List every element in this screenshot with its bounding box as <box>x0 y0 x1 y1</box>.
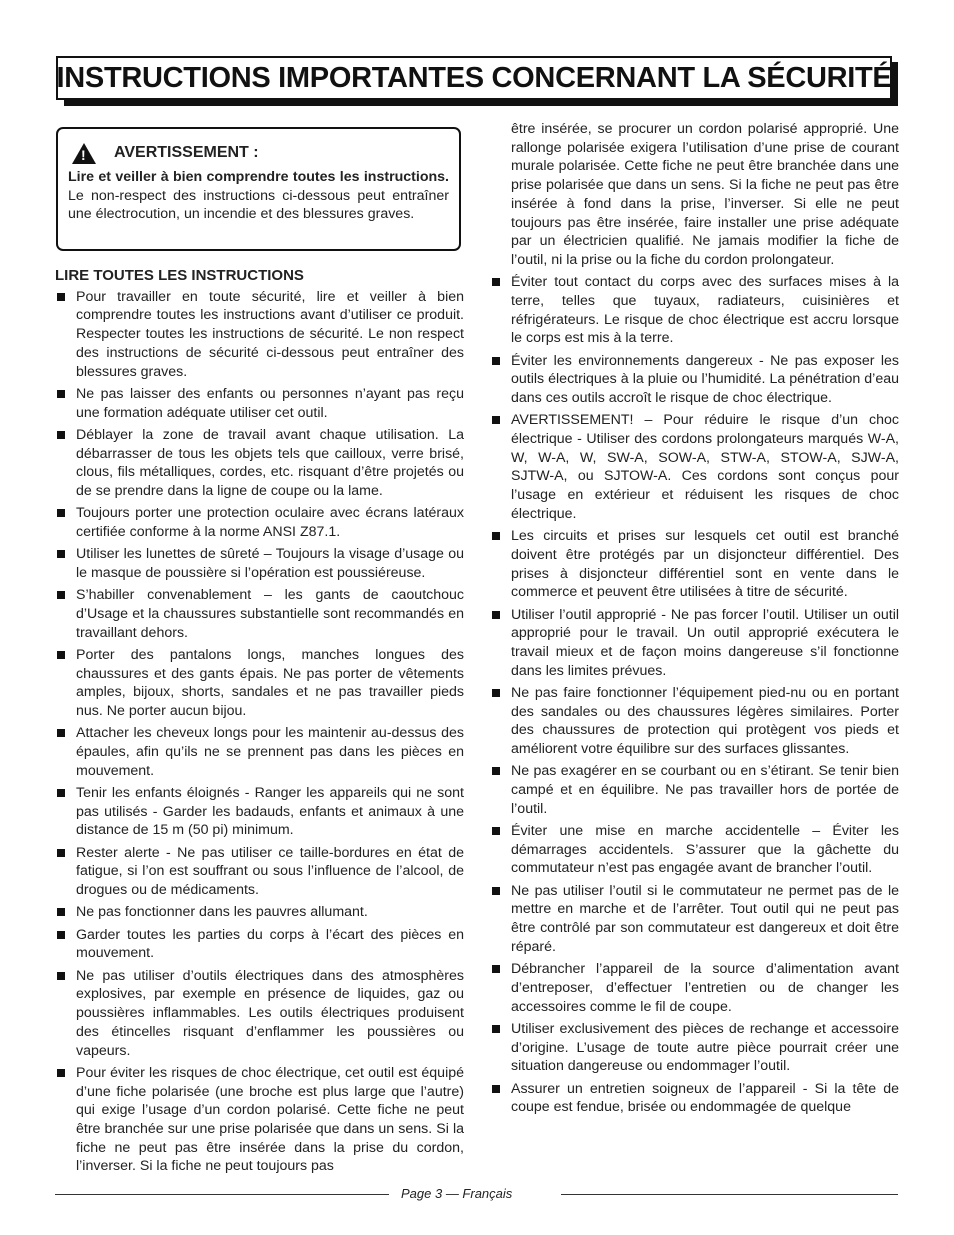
section-title: LIRE TOUTES LES INSTRUCTIONS <box>55 267 304 284</box>
list-item: Attacher les cheveux longs pour les maintenir au-dessus des épaules, afin qu’ils ne se prennent pas dans les pièces en mouvement. <box>55 724 464 780</box>
page-title: INSTRUCTIONS IMPORTANTES CONCERNANT LA SÉCURITÉ <box>56 61 892 94</box>
list-item: Ne pas laisser des enfants ou personnes n’ayant pas reçu une formation adéquate utiliser cet outil. <box>55 385 464 422</box>
warning-heading: AVERTISSEMENT : <box>114 144 259 162</box>
list-item: Débrancher l’appareil de la source d’alimentation avant d’entreposer, d’effectuer l’entretien ou de changer les accessoires comme le fil de coupe. <box>490 960 899 1016</box>
continuation-text: être insérée, se procurer un cordon polarisé approprié. Une rallonge polarisée exigera l’utilisation d’une prise de courant murale polarisée. Cette fiche ne peut être branchée dans une prise polarisée que dans un sens. Si la fiche ne peut pas être insérée à fond dans la prise, l’inverser. Si elle ne peut toujours pas être insérée, faire installer une prise adéquate par un électricien qualifié. Ne jamais modifier la fiche de l’outil, ni la prise ou la fiche du cordon prolongateur. <box>511 121 899 268</box>
list-item: Ne pas utiliser d’outils électriques dans des atmosphères explosives, par exemple en présence de liquides, gaz ou poussières inflammables. Les outils électriques produisent des étincelles risquant d’enflammer les poussières ou vapeurs. <box>55 967 464 1061</box>
list-item: Tenir les enfants éloignés - Ranger les appareils qui ne sont pas utilisés - Garder les badauds, enfants et animaux à une distance de 15 m (50 pi) minimum. <box>55 784 464 840</box>
list-item: Déblayer la zone de travail avant chaque utilisation. La débarrasser de tous les objets tels que cailloux, verre brisé, clous, fils métalliques, cordes, etc. risquant d’être projetés ou de se prendre dans la ligne de coupe ou la lame. <box>55 426 464 501</box>
list-item: Porter des pantalons longs, manches longues des chaussures et des gants épais. Ne pas porter de vêtements amples, bijoux, shorts, sandales et ne pas travailler pieds nus. Ne porter aucun bijou. <box>55 646 464 721</box>
warning-header <box>68 143 449 164</box>
list-item: Pour travailler en toute sécurité, lire et veiller à bien comprendre toutes les instructions avant d’utiliser ce produit. Respecter toutes les instructions de sécurité. Le non respect des instructions de sécurité ci-dessous peut entraîner des blessures graves. <box>55 288 464 382</box>
left-bullet-list <box>55 288 464 1176</box>
list-item: Ne pas fonctionner dans les pauvres allumant. <box>55 903 464 922</box>
list-item: Ne pas utiliser l’outil si le commutateur ne permet pas de le mettre en marche et de l’arrêter. Tout outil qui ne peut pas être contrôlé par son commutateur est dangereux et doit être réparé. <box>490 882 899 957</box>
footer-text: Page 3 — Français <box>401 1186 513 1201</box>
page-footer <box>55 1186 898 1202</box>
warning-body-text: Le non-respect des instructions ci-dessous peut entraîner une électrocution, un incendie et des blessures graves. <box>68 187 449 223</box>
title-box <box>56 56 892 100</box>
warning-box <box>56 127 461 251</box>
title-banner <box>56 56 892 100</box>
warning-triangle-icon <box>72 143 96 164</box>
list-item: Éviter les environnements dangereux - Ne pas exposer les outils électriques à la pluie ou l’humidité. La pénétration d’eau dans ces outils accroît le risque de choc électrique. <box>490 352 899 408</box>
list-item: Utiliser l’outil approprié - Ne pas forcer l’outil. Utiliser un outil approprié pour le travail. Un outil approprié exécutera le travail mieux et de façon moins dangereuse s’il fonctionne dans les limites prévues. <box>490 606 899 681</box>
warning-bold-text: Lire et veiller à bien comprendre toutes les instructions. <box>68 169 449 185</box>
list-item: Garder toutes les parties du corps à l’écart des pièces en mouvement. <box>55 926 464 963</box>
list-item: Utiliser les lunettes de sûreté – Toujours la visage d’usage ou le masque de poussière si l’opération est poussiéreuse. <box>55 545 464 582</box>
list-item: Ne pas faire fonctionner l’équipement pied-nu ou en portant des sandales ou des chaussures légères similaires. Porter des chaussures de protection qui protègent vos pieds et améliorent votre équilibre sur des surfaces glissantes. <box>490 684 899 759</box>
footer-rule-right <box>561 1194 898 1195</box>
left-column <box>55 120 464 1180</box>
list-item: Éviter tout contact du corps avec des surfaces mises à la terre, telles que tuyaux, radiateurs, cuisinières et réfrigérateurs. Le risque de choc électrique est accru lorsque le corps est mis à la terre. <box>490 273 899 348</box>
list-item: Toujours porter une protection oculaire avec écrans latéraux certifiée conforme à la norme ANSI Z87.1. <box>55 504 464 541</box>
right-bullet-list <box>490 273 899 1117</box>
warning-text <box>68 168 449 224</box>
list-item: Pour éviter les risques de choc électrique, cet outil est équipé d’une fiche polarisée (une broche est plus large que l’autre) qui exige l’usage d’un cordon polarisé. Cette fiche ne peut être branchée sur une prise polarisée que dans un sens. Si la fiche ne peut pas être insérée dans la prise du cordon, l’inverser. Si la fiche ne peut toujours pas <box>55 1064 464 1176</box>
list-item: AVERTISSEMENT! – Pour réduire le risque d’un choc électrique - Utiliser des cordons prolongateurs marqués W-A, W, W-A, W, SW-A, SOW-A, STW-A, STOW-A, SJW-A, SJTW-A, ou SJTOW-A. Ces cordons sont conçus pour l’usage en extérieur et réduisent les risques de choc électrique. <box>490 411 899 523</box>
list-item: Utiliser exclusivement des pièces de rechange et accessoire d’origine. L’usage de toute autre pièce pourrait créer une situation dangereuse ou endommager l’outil. <box>490 1020 899 1076</box>
list-item: Ne pas exagérer en se courbant ou en s’étirant. Se tenir bien campé et en équilibre. Ne pas travailler hors de portée de l’outil. <box>490 762 899 818</box>
right-column <box>490 120 899 1121</box>
list-item: S’habiller convenablement – les gants de caoutchouc d’Usage et la chaussures substantielle sont recommandés en travaillant dehors. <box>55 586 464 642</box>
list-item: Assurer un entretien soigneux de l’appareil - Si la tête de coupe est fendue, brisée ou endommagée de quelque <box>490 1080 899 1117</box>
footer-rule-left <box>55 1194 389 1195</box>
list-item: Rester alerte - Ne pas utiliser ce taille-bordures en état de fatigue, si l’on est souffrant ou sous l’influence de l’alcool, de drogues ou de médicaments. <box>55 844 464 900</box>
warning-glyph: ! <box>81 147 86 163</box>
list-item: Les circuits et prises sur lesquels cet outil est branché doivent être protégés par un disjoncteur différentiel. Des prises à disjoncteur différentiel sont en vente dans le commerce et peuvent être utilisées à titre de sécurité. <box>490 527 899 602</box>
list-item: Éviter une mise en marche accidentelle – Éviter les démarrages accidentels. S’assurer que la gâchette du commutateur n’est pas engagée avant de brancher l’outil. <box>490 822 899 878</box>
